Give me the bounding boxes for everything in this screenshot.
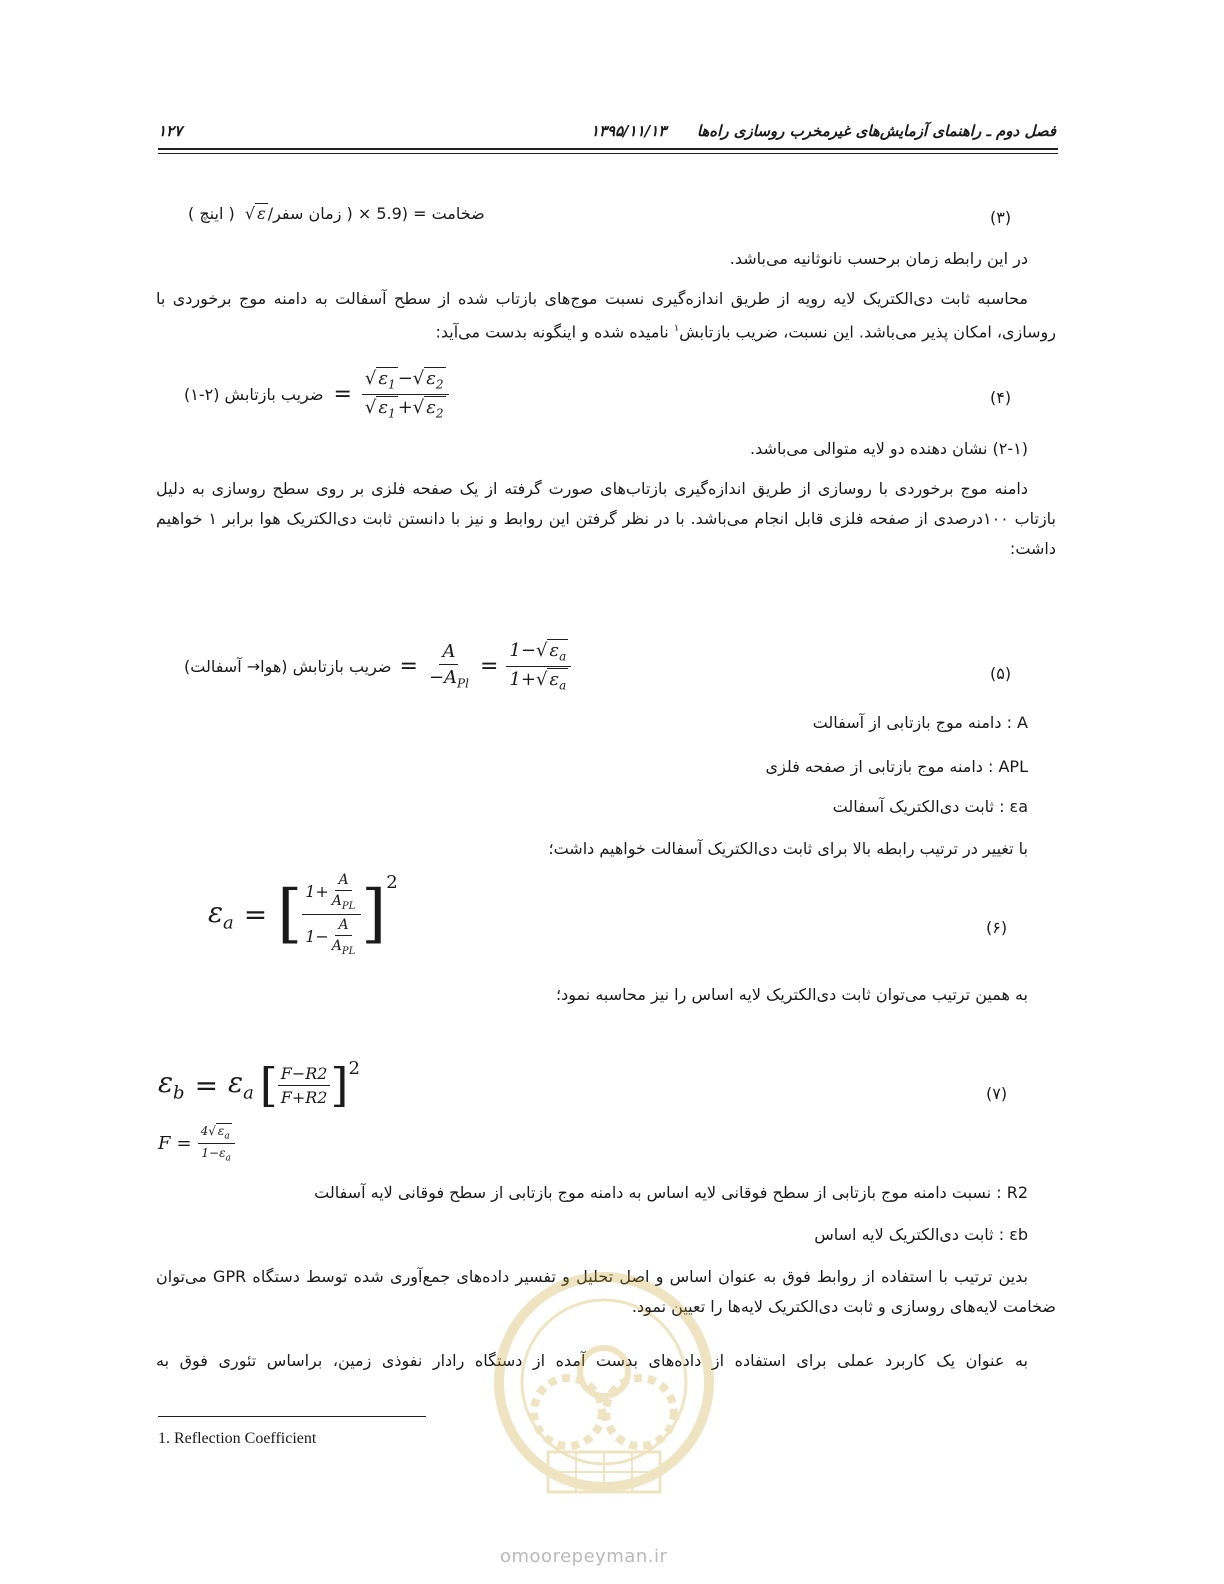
equation-5-lhs: ضریب بازتابش (هوا→ آسفالت) [184, 656, 392, 676]
running-header [591, 122, 1056, 140]
definition-epsilon-b: εb : ثابت دی‌الکتریک لایه اساس [814, 1225, 1028, 1244]
footnote-ref-1: ۱ [673, 323, 680, 334]
page-number: ۱۲۷ [158, 122, 183, 140]
equation-6-number: (۶) [986, 918, 1008, 937]
equation-4: ضریب بازتابش (۲-۱) = $\frac{√ \varepsilon_1 -√ \varepsilon_2}{√ \varepsilon_1 +√ \varepsilon_2}$ [184, 368, 449, 420]
paragraph-gpr: بدین ترتیب با استفاده از روابط فوق به عنوان اساس و اصل تحلیل و تفسیر داده‌های جمع‌آوری شده توسط دستگاه GPR می‌توان ضخامت لایه‌های روسازی و ثابت دی‌الکتریک لایه‌ها را تعیین نمود. [156, 1267, 1056, 1316]
equation-7-number: (۷) [986, 1084, 1008, 1103]
paragraph-rearrange: با تغییر در ترتیب رابطه بالا برای ثابت دی‌الکتریک آسفالت خواهیم داشت؛ [548, 839, 1028, 858]
footnote: 1. Reflection Coefficient [158, 1430, 317, 1447]
definition-r2: R2 : نسبت دامنه موج بازتابی از سطح فوقانی لایه اساس به دامنه موج بازتابی از سطح فوقانی لایه آسفالت [314, 1183, 1028, 1202]
equation-3: ( اینچ ) √ ε /( زمان سفر × 5.9) = ضخامت [188, 204, 485, 223]
equation-f-definition: F = $\frac{4√ \varepsilon_a}{1-\varepsilon_a}$ [158, 1124, 235, 1164]
equation-6: $\varepsilon_a$ = [ 1+ $\frac{A}{A_{PL}}$ 1− $\frac{A}{A_{PL}}$ ] 2 [208, 872, 398, 957]
header-rule-thin [158, 153, 1058, 154]
equation-3-lhs: ضخامت [431, 204, 485, 223]
definition-epsilon-a: εa : ثابت دی‌الکتریک آسفالت [832, 797, 1028, 816]
equation-4-number: (۴) [990, 388, 1012, 407]
definition-apl: APL : دامنه موج بازتابی از صفحه فلزی [765, 757, 1028, 776]
paragraph-base-layer: به همین ترتیب می‌توان ثابت دی‌الکتریک لایه اساس را نیز محاسبه نمود؛ [556, 985, 1028, 1004]
paragraph-metal-plate: دامنه موج برخوردی با روسازی از طریق اندازه‌گیری بازتاب‌های صورت گرفته از یک صفحه فلزی بر روی سطح روسازی به دلیل بازتاب ۱۰۰درصدی از صفحه فلزی قابل انجام می‌باشد. با در نظر گرفتن این روابط و نیز با دانستن ثابت دی‌الکتریک هوا برابر ۱ خواهیم داشت: [156, 479, 1057, 558]
header-title: فصل دوم ـ راهنمای آزمایش‌های غیرمخرب روسازی راه‌ها [696, 122, 1056, 140]
watermark-logo-icon [488, 1262, 720, 1532]
paragraph-practical: به عنوان یک کاربرد عملی برای استفاده از داده‌های بدست آمده از دستگاه رادار نفوذی زمین، براساس تئوری فوق به [156, 1351, 1028, 1370]
header-rule-thick [158, 148, 1058, 150]
paragraph-reflection: محاسبه ثابت دی‌الکتریک لایه رویه از طریق اندازه‌گیری نسبت موج‌های بازتاب شده از سطح آسفالت به دامنه موج برخوردی با روسازی، امکان پذیر می‌باشد. این نسبت، ضریب بازتابش$^۱$ نامیده شده و اینگونه بدست می‌آید: [156, 289, 1056, 342]
watermark-text: omoorepeyman.ir [500, 1546, 668, 1567]
equation-3-number: (۳) [990, 208, 1012, 227]
equation-5: ضریب بازتابش (هوا→ آسفالت) = $\frac{A}{-A_{Pl}}$ = $\frac{1-√ \varepsilon_a}{1+√ \varepsilon_a}$ [184, 640, 571, 692]
equation-4-lhs: ضریب بازتابش (۲-۱) [184, 384, 324, 404]
definition-a: A : دامنه موج بازتابی از آسفالت [812, 713, 1028, 732]
header-date: ۱۳۹۵/۱۱/۱۳ [590, 122, 667, 140]
paragraph-time-unit: در این رابطه زمان برحسب نانوثانیه می‌باشد. [729, 249, 1028, 268]
paragraph-layers: (۲-۱) نشان دهنده دو لایه متوالی می‌باشد. [750, 439, 1028, 458]
equation-7: $\varepsilon_b$ = $\varepsilon_a$ [ $\frac{F-R2}{F+R2}$ ] 2 [158, 1058, 360, 1112]
equation-5-number: (۵) [990, 664, 1012, 683]
footnote-rule [158, 1416, 426, 1417]
